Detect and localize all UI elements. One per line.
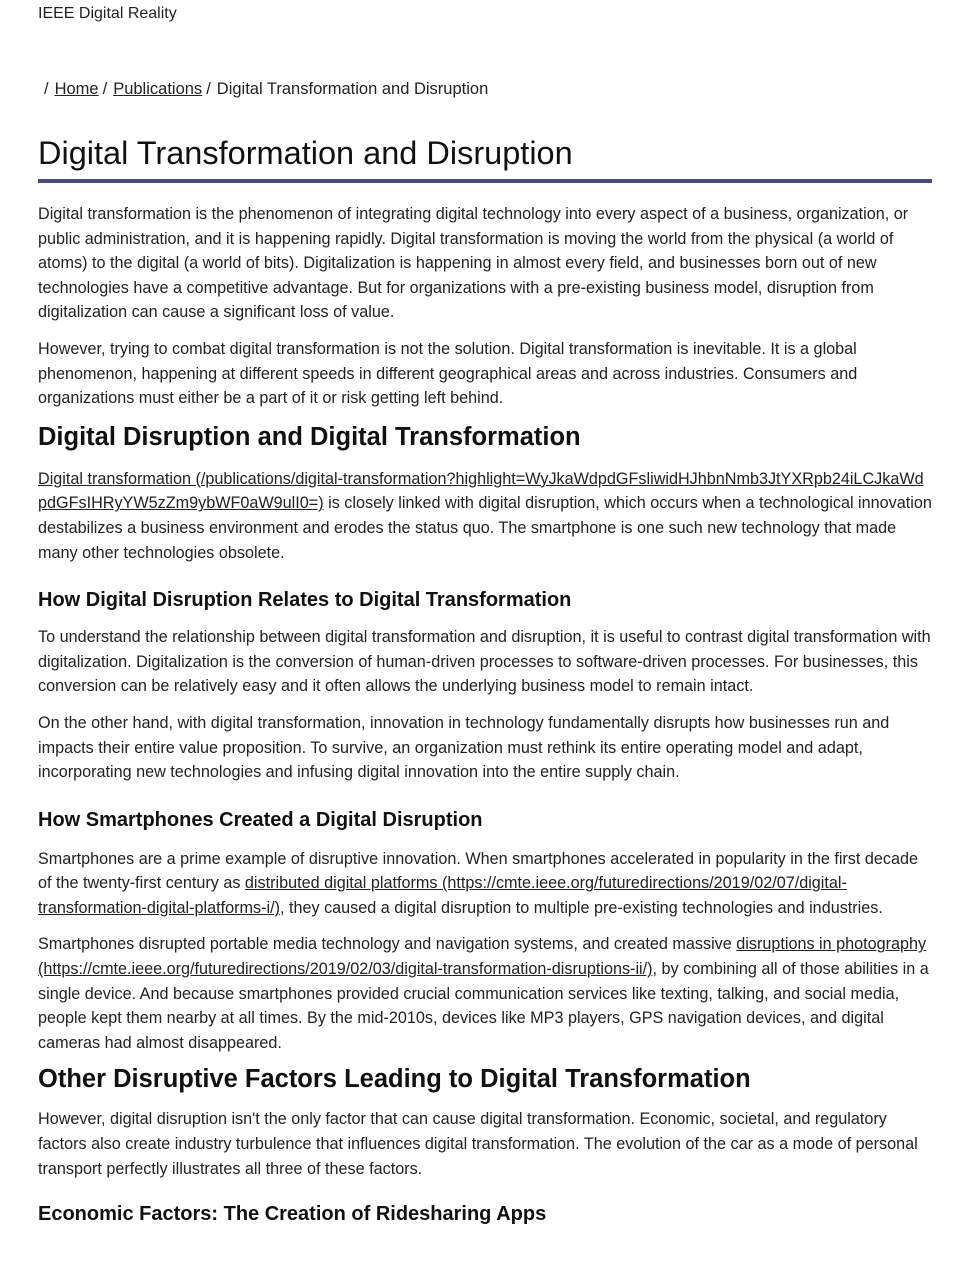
smartphones-paragraph-1-text-b: , they caused a digital disruption to multiple pre-existing technologies and industries. [279, 898, 883, 917]
smartphones-paragraph-1 [38, 847, 932, 921]
relates-paragraph-2: On the other hand, with digital transformation, innovation in technology fundamentally disrupts how businesses run and impacts their entire value proposition. To survive, an organization must rethink its entire operating model and adapt, incorporating new technologies and infusing digital innovation into the entire supply chain. [38, 713, 890, 782]
page-title: Digital Transformation and Disruption [38, 133, 932, 183]
section-heading-other-factors: Other Disruptive Factors Leading to Digital Transformation [38, 1065, 751, 1094]
breadcrumb-separator: / [206, 80, 211, 98]
smartphones-paragraph-2-text-b: , by combining all of those abilities in a single device. And because smartphones provided crucial communication services like texting, talking, and social media, people kept them nearby at all times. By the mid-2010s, devices like MP3 players, GPS navigation devices, and digital cameras had almost disappeared. [38, 960, 929, 1052]
breadcrumb-home-link[interactable]: Home [54, 80, 99, 98]
breadcrumb-current: Digital Transformation and Disruption [216, 80, 489, 98]
section-heading-digital-disruption: Digital Disruption and Digital Transformation [38, 422, 581, 451]
subsection-heading-relates: How Digital Disruption Relates to Digital Transformation [38, 589, 572, 612]
subsection-heading-smartphones: How Smartphones Created a Digital Disruption [38, 808, 483, 831]
intro-paragraph-2: However, trying to combat digital transformation is not the solution. Digital transformation is inevitable. It is a global phenomenon, happening at different speeds in different geographical areas and across industries. Consumers and organizations must either be a part of it or risk getting left behind. [38, 339, 858, 408]
section1-paragraph-1 [38, 467, 932, 565]
subsection-heading-economic-factors: Economic Factors: The Creation of Ridesharing Apps [38, 1203, 547, 1226]
relates-paragraph-1: To understand the relationship between digital transformation and disruption, it is useful to contrast digital transformation with digitalization. Digitalization is the conversion of human-driven processes to software-driven processes. For businesses, this conversion can be relatively easy and it often allows the underlying business model to remain intact. [38, 628, 931, 696]
breadcrumb-publications-link[interactable]: Publications [113, 80, 203, 98]
breadcrumb-separator: / [102, 80, 108, 98]
digital-transformation-link[interactable]: Digital transformation (/publications/digital-transformation?highlight=WyJkaWdpdGFsliwidHJhbnNmb3JtYXRpb24iLCJkaWdpdGFsIHRyYW5zZm9ybWF0aW9ulI0=) [38, 469, 924, 513]
section1-paragraph-1-text: is closely linked with digital disruption, which occurs when a technological innovation destabilizes a business environment and erodes the status quo. The smartphone is one such new technology that made many other technologies obsolete. [38, 494, 932, 562]
disruptions-in-photography-link[interactable]: disruptions in photography (https://cmte.ieee.org/futuredirections/2019/02/03/digital-transformation-disruptions-ii/) [38, 935, 927, 979]
distributed-digital-platforms-link[interactable]: distributed digital platforms (https://cmte.ieee.org/futuredirections/2019/02/07/digital-transformation-digital-platforms-i/) [38, 874, 847, 917]
intro-paragraph-1: Digital transformation is the phenomenon of integrating digital technology into every aspect of a business, organization, or public administration, and it is happening rapidly. Digital transformation is moving the world from the physical (a world of atoms) to the digital (a world of bits). Digitalization is happening in almost every field, and businesses born out of new technologies have a competitive advantage. But for organizations with a pre-existing business model, disruption from digitalization can cause a significant loss of value. [38, 205, 909, 322]
other-factors-paragraph-1: However, digital disruption isn't the only factor that can cause digital transformation. Economic, societal, and regulatory factors also create industry turbulence that influences digital transformation. The evolution of the car as a mode of personal transport perfectly illustrates all three of these factors. [38, 1110, 918, 1178]
breadcrumb [44, 80, 488, 99]
breadcrumb-separator: / [44, 80, 49, 98]
smartphones-paragraph-2-text-a: Smartphones disrupted portable media technology and navigation systems, and created massive [38, 935, 737, 954]
article [38, 133, 932, 1227]
smartphones-paragraph-2 [38, 932, 932, 1055]
site-title[interactable]: IEEE Digital Reality [38, 5, 177, 22]
smartphones-paragraph-1-text-a: Smartphones are a prime example of disruptive innovation. When smartphones accelerated in popularity in the first decade of the twenty-first century as [38, 849, 918, 893]
